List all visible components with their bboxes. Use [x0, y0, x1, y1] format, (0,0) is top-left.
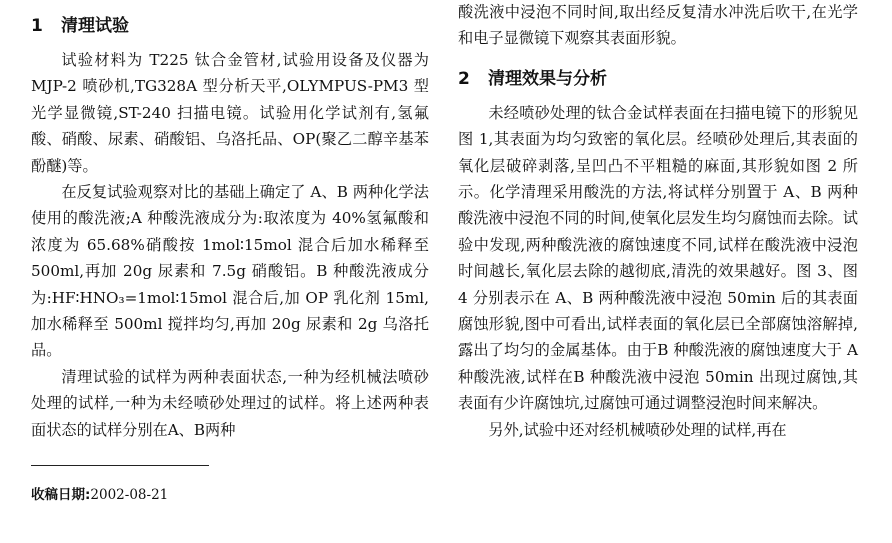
paragraph-solutions: 在反复试验观察对比的基础上确定了 A、B 两种化学法使用的酸洗液;A 种酸洗液成分为:取浓度为 40%氢氟酸和浓度为 65.68%硝酸按 1mol∶15mol 混合后加水稀释至 500ml,再加 20g 尿素和 7.5g 硝酸铝。B 种酸洗液成分为:HF∶HNO₃=1mol∶15mol 混合后,加 OP 乳化剂 15ml,加水稀释至 500ml 搅拌均匀,再加 20g 尿素和 2g 乌洛托品。 — [31, 183, 429, 360]
received-label: 收稿日期: — [31, 487, 91, 503]
paragraph-specimens: 清理试验的试样为两种表面状态,一种为经机械法喷砂处理的试样,一种为未经喷砂处理过的试样。将上述两种表面状态的试样分别在A、B两种 — [31, 367, 429, 439]
section-number: 1 — [31, 16, 43, 36]
left-column — [31, 11, 429, 443]
paragraph-materials: 试验材料为 T225 钛合金管材,试验用设备及仪器为 MJP-2 喷砂机,TG328A 型分析天平,OLYMPUS-PM3 型光学显微镜,ST-240 扫描电镜。试验用化学试剂有,氢氟酸、硝酸、尿素、硝酸铝、乌洛托品、OP(聚乙二醇辛基苯酚醚)等。 — [31, 51, 429, 175]
footnote-divider — [31, 465, 209, 466]
received-date-note — [31, 483, 168, 503]
paragraph-continued: 酸洗液中浸泡不同时间,取出经反复清水冲洗后吹干,在光学和电子显微镜下观察其表面形貌。 — [458, 3, 858, 48]
section-title: 清理效果与分析 — [488, 68, 607, 89]
section-number: 2 — [458, 68, 470, 89]
received-date: 2002-08-21 — [90, 487, 169, 503]
section-heading-2 — [458, 64, 858, 94]
right-column — [458, 0, 858, 443]
section-title: 清理试验 — [61, 16, 129, 36]
paragraph-additional: 另外,试验中还对经机械喷砂处理的试样,再在 — [488, 420, 787, 439]
paragraph-results: 未经喷砂处理的钛合金试样表面在扫描电镜下的形貌见图 1,其表面为均匀致密的氧化层。经喷砂处理后,其表面的氧化层破碎剥落,呈凹凸不平粗糙的麻面,其形貌如图 2 所示。化学清理采用酸洗的方法,将试样分别置于 A、B 两种酸洗液中浸泡不同的时间,使氧化层发生均匀腐蚀而去除。试验中发现,两种酸洗液的腐蚀速度不同,试样在酸洗液中浸泡时间越长,氧化层去除的越彻底,清洗的效果越好。图 3、图 4 分别表示在 A、B 两种酸洗液中浸泡 50min 后的其表面腐蚀形貌,图中可看出,试样表面的氧化层已全部腐蚀溶解掉,露出了均匀的金属基体。由于B 种酸洗液的腐蚀速度大于 A 种酸洗液,试样在B 种酸洗液中浸泡 50min 出现过腐蚀,其表面有少许腐蚀坑,过腐蚀可通过调整浸泡时间来解决。 — [458, 103, 858, 413]
section-heading-1 — [31, 11, 429, 41]
